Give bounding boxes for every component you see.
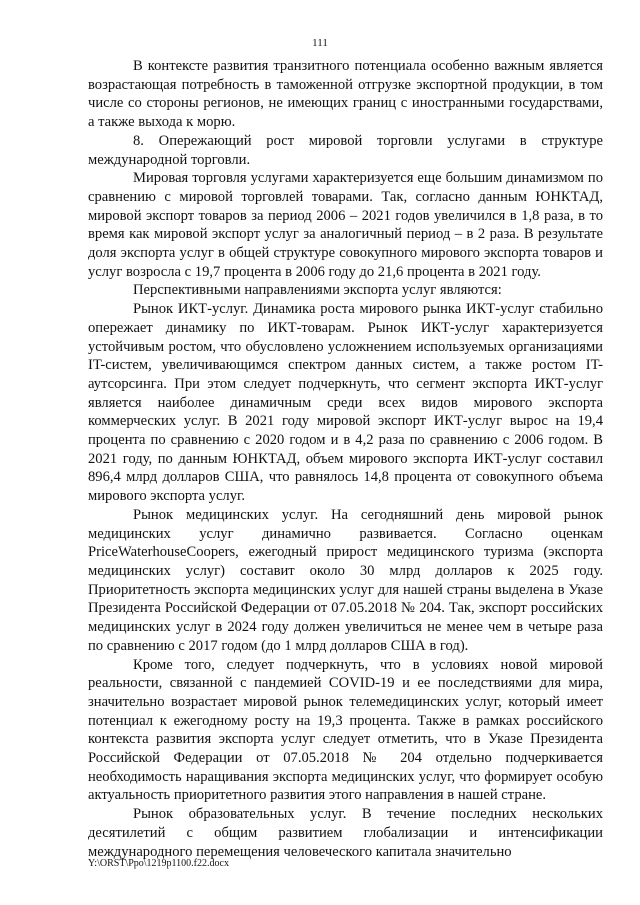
paragraph-telemedicine: Кроме того, следует подчеркнуть, что в условиях новой мировой реальности, связанной с пандемией COVID-19 и ее последствиями для мира, значительно возрастает мировой рынок телемедицинских услуг, который имеет потенциал к ежегодному росту на 19,3 процента. Также в рамках российского контекста развития экспорта услуг следует отметить, что в Указе Президента Российской Федерации от 07.05.2018 № 204 отдельно подчеркивается необходимость наращивания экспорта медицинских услуг, что формирует особую актуальность приоритетного развития этого направления в нашей стране.: [88, 656, 603, 804]
paragraph-section-8-heading: 8. Опережающий рост мировой торговли услугами в структуре международной торговли.: [88, 132, 603, 168]
paragraph-transit-potential: В контексте развития транзитного потенциала особенно важным является возрастающая потребность в таможенной отгрузке экспортной продукции, в том числе со стороны регионов, не имеющих границ с иностранными государствами, а также выхода к морю.: [88, 58, 603, 131]
paragraph-export-directions: Перспективными направлениями экспорта услуг являются:: [133, 282, 502, 299]
document-body: [88, 57, 603, 861]
paragraph-ict-market: Рынок ИКТ-услуг. Динамика роста мирового рынка ИКТ-услуг стабильно опережает динамику по ИКТ-товарам. Рынок ИКТ-услуг характеризуется устойчивым ростом, что обусловлено усложнением используемых организациями IT-систем, увеличивающимся спектром данных систем, а также ростом IT-аутсорсинга. При этом следует подчеркнуть, что сегмент экспорта ИКТ-услуг является наиболее динамичным среди всех видов мирового экспорта коммерческих услуг. В 2021 году мировой экспорт ИКТ-услуг вырос на 19,4 процента по сравнению с 2020 годом и в 4,2 раза по сравнению с 2006 годом. В 2021 году, по данным ЮНКТАД, объем мирового экспорта ИКТ-услуг составил 896,4 млрд долларов США, что равнялось 14,8 процента от совокупного объема мирового экспорта услуг.: [88, 301, 603, 505]
paragraph-world-trade-services: Мировая торговля услугами характеризуется еще большим динамизмом по сравнению с мировой торговлей товарами. Так, согласно данным ЮНКТАД, мировой экспорт товаров за период 2006 – 2021 годов увеличился в 1,8 раза, в то время как мировой экспорт услуг за аналогичный период – в 2 раза. В результате доля экспорта услуг в общей структуре совокупного мирового экспорта товаров и услуг возросла с 19,7 процента в 2006 году до 21,6 процента в 2021 году.: [88, 170, 603, 280]
file-path-footer: Y:\ORST\Ppo\1219p1100.f22.docx: [88, 858, 229, 869]
paragraph-education-market: Рынок образовательных услуг. В течение последних нескольких десятилетий с общим развитием глобализации и интенсификации международного перемещения человеческого капитала значительно: [88, 806, 603, 860]
page-number: 111: [312, 37, 328, 49]
paragraph-medical-market: Рынок медицинских услуг. На сегодняшний день мировой рынок медицинских услуг динамично развивается. Согласно оценкам PriceWaterhouseCoopers, ежегодный прирост медицинского туризма (экспорта медицинских услуг) составит около 30 млрд долларов к 2025 году. Приоритетность экспорта медицинских услуг для нашей страны выделена в Указе Президента Российской Федерации от 07.05.2018 № 204. Так, экспорт российских медицинских услуг в 2024 году должен увеличиться не менее чем в четыре раза по сравнению с 2017 годом (до 1 млрд долларов США в год).: [88, 506, 603, 654]
